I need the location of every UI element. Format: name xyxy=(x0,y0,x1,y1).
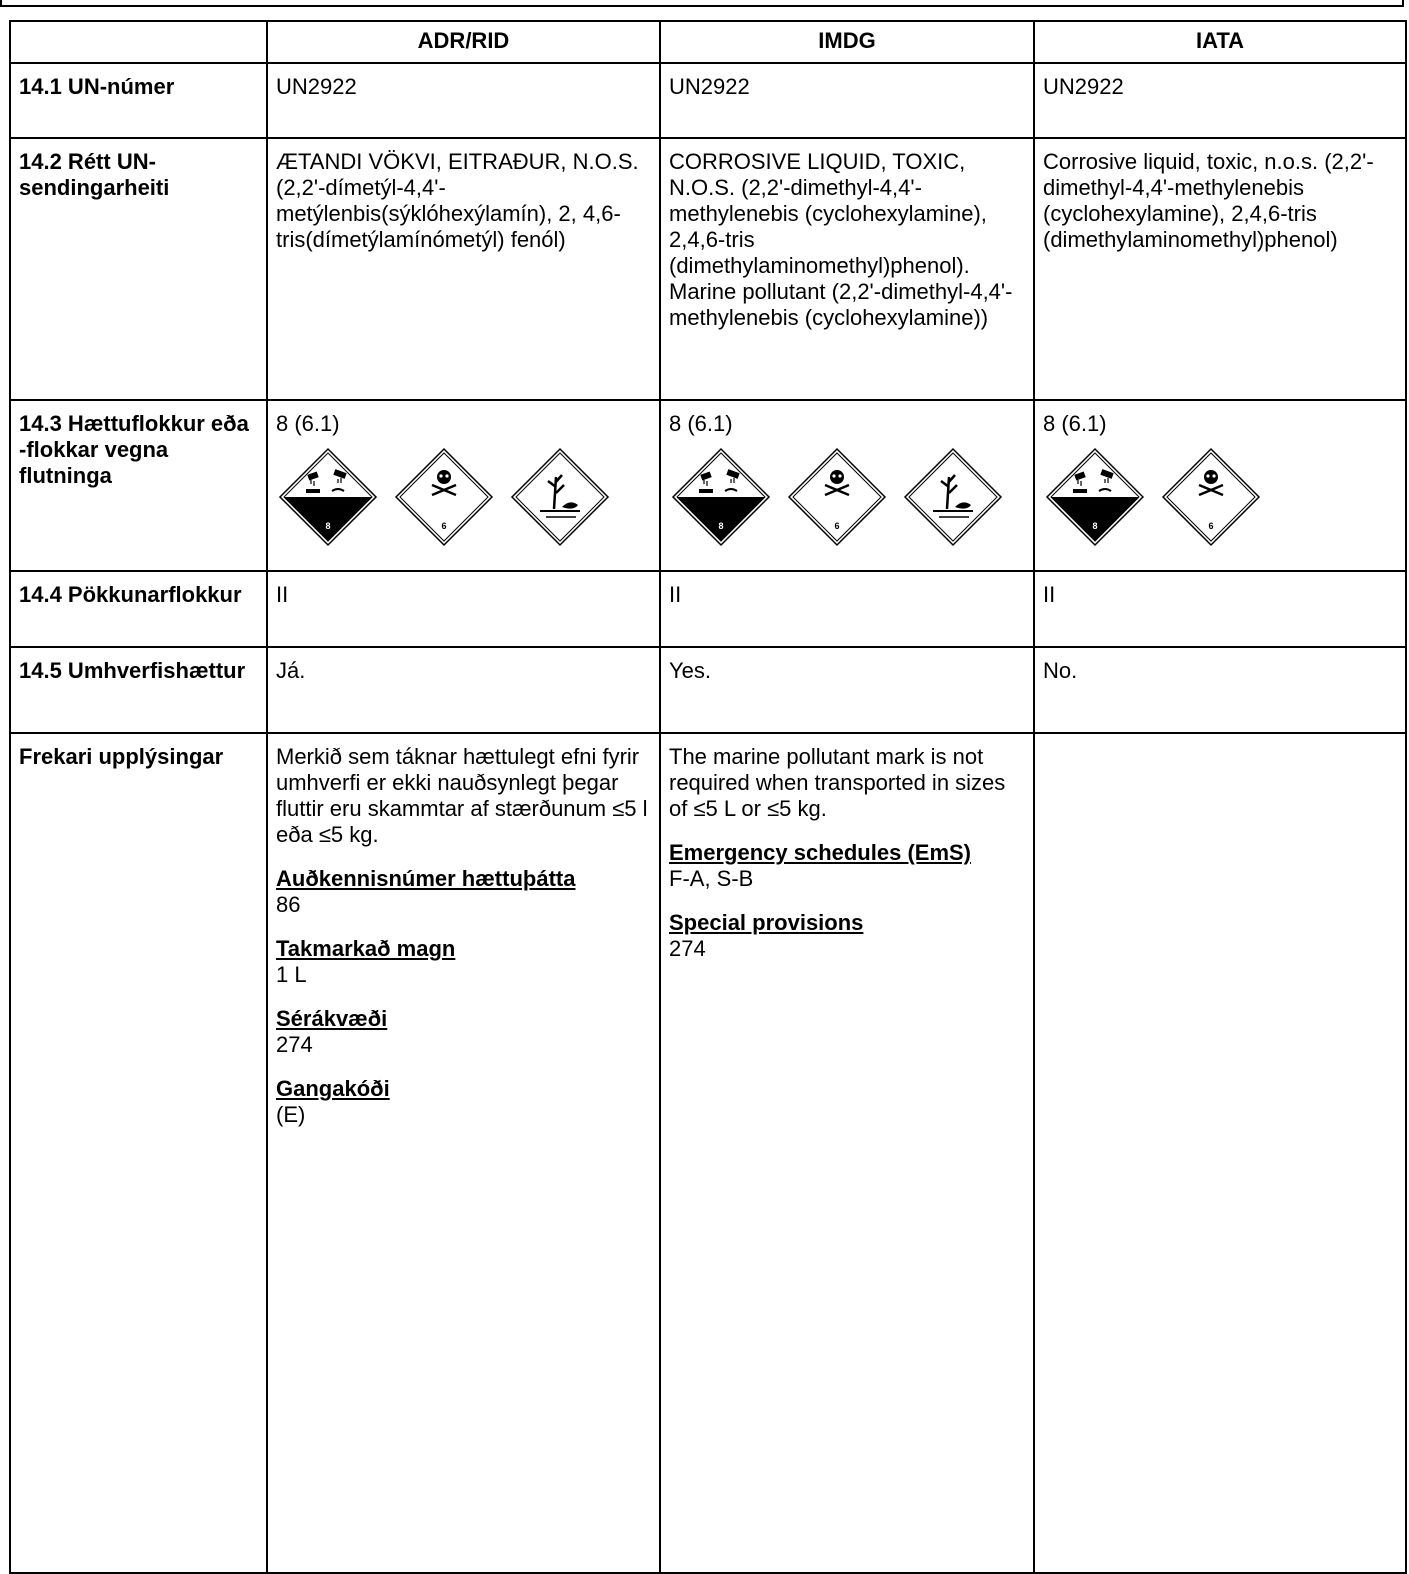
table-row xyxy=(10,63,1406,138)
corrosive-pictogram xyxy=(671,447,771,547)
corrosive-pictogram xyxy=(1045,447,1145,547)
imdg-note: The marine pollutant mark is not required when transported in sizes of ≤5 L or ≤5 kg. xyxy=(669,744,1006,821)
cell-iata-further-info xyxy=(1034,733,1406,1573)
adr-hazard-id-heading: Auðkennisnúmer hættuþátta xyxy=(276,866,576,891)
adr-tunnel-code-heading: Gangakóði xyxy=(276,1076,390,1101)
imdg-ems-value: F-A, S-B xyxy=(669,866,754,891)
transport-info-table xyxy=(9,20,1407,1574)
cell-adr-shipping-name: ÆTANDI VÖKVI, EITRAÐUR, N.O.S. (2,2'-dímetýl-4,4'-metýlenbis(sýklóhexýlamín), 2, 4,6-tris(dímetýlamínómetýl) fenól) xyxy=(267,138,660,400)
cell-iata-environmental: No. xyxy=(1034,647,1406,733)
column-header-imdg: IMDG xyxy=(660,21,1034,63)
adr-limited-quantity-value: 1 L xyxy=(276,962,307,987)
row-label-further-info: Frekari upplýsingar xyxy=(10,733,267,1573)
hazard-class-value: 8 (6.1) xyxy=(276,411,340,436)
pictogram-group-adr xyxy=(278,447,651,547)
pictogram-group-iata xyxy=(1045,447,1397,547)
imdg-special-provisions-heading: Special provisions xyxy=(669,910,864,935)
svg-text:8: 8 xyxy=(1092,521,1098,531)
cell-imdg-packing-group: II xyxy=(660,571,1034,647)
adr-hazard-id xyxy=(276,866,651,918)
row-label-hazard-class: 14.3 Hættuflokkur eða -flokkar vegna flutninga xyxy=(10,400,267,571)
column-header-adr: ADR/RID xyxy=(267,21,660,63)
svg-text:6: 6 xyxy=(834,521,840,531)
adr-limited-quantity xyxy=(276,936,651,988)
svg-text:6: 6 xyxy=(1208,521,1214,531)
corner-header xyxy=(10,21,267,63)
row-label-packing-group: 14.4 Pökkunarflokkur xyxy=(10,571,267,647)
cell-adr-packing-group: II xyxy=(267,571,660,647)
cell-adr-further-info xyxy=(267,733,660,1573)
pictogram-group-imdg xyxy=(671,447,1025,547)
imdg-ems xyxy=(669,840,1025,892)
svg-text:8: 8 xyxy=(718,521,724,531)
cell-adr-hazard-class xyxy=(267,400,660,571)
environment-pictogram xyxy=(903,447,1003,547)
adr-tunnel-code-value: (E) xyxy=(276,1102,306,1127)
adr-hazard-id-value: 86 xyxy=(276,892,301,917)
imdg-special-provisions xyxy=(669,910,1025,962)
table-row xyxy=(10,647,1406,733)
adr-special-provisions xyxy=(276,1006,651,1058)
table-row xyxy=(10,733,1406,1573)
adr-special-provisions-value: 274 xyxy=(276,1032,313,1057)
cell-imdg-environmental: Yes. xyxy=(660,647,1034,733)
cell-imdg-un-number: UN2922 xyxy=(660,63,1034,138)
imdg-special-provisions-value: 274 xyxy=(669,936,706,961)
row-label-shipping-name: 14.2 Rétt UN-sendingarheiti xyxy=(10,138,267,400)
header-row xyxy=(10,21,1406,63)
cell-adr-un-number: UN2922 xyxy=(267,63,660,138)
table-row xyxy=(10,571,1406,647)
cell-iata-shipping-name: Corrosive liquid, toxic, n.o.s. (2,2'-dimethyl-4,4'-methylenebis (cyclohexylamine), 2,4,6-tris (dimethylaminomethyl)phenol) xyxy=(1034,138,1406,400)
table-row xyxy=(10,400,1406,571)
adr-tunnel-code xyxy=(276,1076,651,1128)
svg-text:6: 6 xyxy=(441,521,447,531)
environment-pictogram xyxy=(510,447,610,547)
row-label-un-number: 14.1 UN-númer xyxy=(10,63,267,138)
adr-limited-quantity-heading: Takmarkað magn xyxy=(276,936,456,961)
cell-imdg-further-info xyxy=(660,733,1034,1573)
cell-iata-hazard-class xyxy=(1034,400,1406,571)
imdg-ems-heading: Emergency schedules (EmS) xyxy=(669,840,972,865)
row-label-environmental: 14.5 Umhverfishættur xyxy=(10,647,267,733)
svg-text:8: 8 xyxy=(325,521,331,531)
corrosive-pictogram xyxy=(278,447,378,547)
table-row xyxy=(10,138,1406,400)
cell-iata-packing-group: II xyxy=(1034,571,1406,647)
adr-special-provisions-heading: Sérákvæði xyxy=(276,1006,388,1031)
adr-note: Merkið sem táknar hættulegt efni fyrir umhverfi er ekki nauðsynlegt þegar fluttir eru skammtar af stærðunum ≤5 l eða ≤5 kg. xyxy=(276,744,648,847)
toxic-pictogram xyxy=(1161,447,1261,547)
cell-iata-un-number: UN2922 xyxy=(1034,63,1406,138)
cell-imdg-hazard-class xyxy=(660,400,1034,571)
previous-section-border xyxy=(0,0,1404,7)
toxic-pictogram xyxy=(787,447,887,547)
toxic-pictogram xyxy=(394,447,494,547)
hazard-class-value: 8 (6.1) xyxy=(669,411,733,436)
cell-adr-environmental: Já. xyxy=(267,647,660,733)
hazard-class-value: 8 (6.1) xyxy=(1043,411,1107,436)
column-header-iata: IATA xyxy=(1034,21,1406,63)
cell-imdg-shipping-name: CORROSIVE LIQUID, TOXIC, N.O.S. (2,2'-dimethyl-4,4'-methylenebis (cyclohexylamine), 2,4,6-tris (dimethylaminomethyl)phenol). Marine pollutant (2,2'-dimethyl-4,4'-methylenebis (cyclohexylamine)) xyxy=(660,138,1034,400)
